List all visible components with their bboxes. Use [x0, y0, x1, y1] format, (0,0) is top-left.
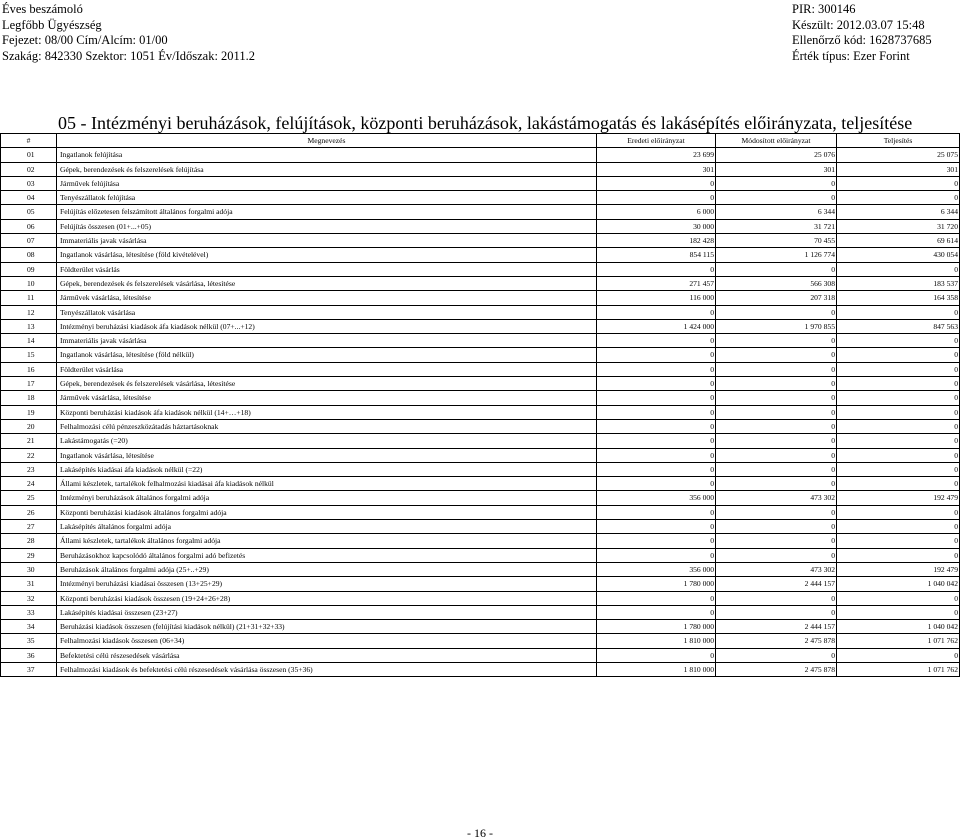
original-value: 0 — [597, 419, 716, 433]
original-value: 0 — [597, 405, 716, 419]
original-value: 0 — [597, 377, 716, 391]
original-value: 0 — [597, 362, 716, 376]
original-value: 854 115 — [597, 248, 716, 262]
modified-value: 0 — [716, 534, 837, 548]
original-value: 0 — [597, 348, 716, 362]
data-table — [0, 133, 960, 677]
row-number: 21 — [1, 434, 57, 448]
original-value: 1 780 000 — [597, 620, 716, 634]
row-label: Központi beruházási kiadások összesen (19+24+26+28) — [57, 591, 597, 605]
modified-value: 0 — [716, 591, 837, 605]
original-value: 0 — [597, 334, 716, 348]
row-label: Beruházások általános forgalmi adója (25+..+29) — [57, 562, 597, 576]
table-row — [1, 176, 960, 190]
table-row — [1, 662, 960, 676]
actual-value: 0 — [837, 448, 960, 462]
modified-value: 6 344 — [716, 205, 837, 219]
original-value: 0 — [597, 434, 716, 448]
row-number: 07 — [1, 234, 57, 248]
table-row — [1, 434, 960, 448]
row-label: Járművek felújítása — [57, 176, 597, 190]
original-value: 0 — [597, 548, 716, 562]
modified-value: 31 721 — [716, 219, 837, 233]
table-row — [1, 148, 960, 162]
row-label: Immateriális javak vásárlása — [57, 334, 597, 348]
modified-value: 0 — [716, 434, 837, 448]
original-value: 23 699 — [597, 148, 716, 162]
actual-value: 0 — [837, 348, 960, 362]
row-label: Intézményi beruházási kiadások áfa kiadások nélkül (07+...+12) — [57, 319, 597, 333]
table-row — [1, 291, 960, 305]
row-label: Felújítás előzetesen felszámított általános forgalmi adója — [57, 205, 597, 219]
original-value: 182 428 — [597, 234, 716, 248]
row-number: 03 — [1, 176, 57, 190]
organization-name: Legfőbb Ügyészség — [2, 17, 102, 32]
table-row — [1, 477, 960, 491]
sector-period: Szakág: 842330 Szektor: 1051 Év/Időszak: 2011.2 — [2, 48, 255, 63]
table-row — [1, 319, 960, 333]
actual-value: 0 — [837, 176, 960, 190]
row-label: Felhalmozási célú pénzeszközátadás háztartásoknak — [57, 419, 597, 433]
original-value: 30 000 — [597, 219, 716, 233]
actual-value: 0 — [837, 405, 960, 419]
row-number: 31 — [1, 577, 57, 591]
row-label: Lakásépítés általános forgalmi adója — [57, 520, 597, 534]
table-row — [1, 634, 960, 648]
col-header-modified: Módosított előirányzat — [716, 134, 837, 148]
row-label: Lakásépítés kiadásai összesen (23+27) — [57, 605, 597, 619]
row-label: Intézményi beruházások általános forgalmi adója — [57, 491, 597, 505]
table-row — [1, 591, 960, 605]
row-number: 11 — [1, 291, 57, 305]
modified-value: 0 — [716, 377, 837, 391]
original-value: 356 000 — [597, 562, 716, 576]
actual-value: 0 — [837, 419, 960, 433]
original-value: 0 — [597, 305, 716, 319]
row-number: 36 — [1, 648, 57, 662]
actual-value: 430 054 — [837, 248, 960, 262]
row-label: Felhalmozási kiadások és befektetési célú részesedések vásárlása összesen (35+36) — [57, 662, 597, 676]
modified-value: 566 308 — [716, 276, 837, 290]
modified-value: 0 — [716, 448, 837, 462]
modified-value: 0 — [716, 505, 837, 519]
modified-value: 0 — [716, 191, 837, 205]
original-value: 0 — [597, 591, 716, 605]
row-number: 25 — [1, 491, 57, 505]
modified-value: 0 — [716, 348, 837, 362]
report-type: Éves beszámoló — [2, 2, 83, 16]
row-number: 37 — [1, 662, 57, 676]
actual-value: 6 344 — [837, 205, 960, 219]
col-header-num: # — [1, 134, 57, 148]
row-number: 05 — [1, 205, 57, 219]
row-label: Gépek, berendezések és felszerelések vásárlása, létesítése — [57, 276, 597, 290]
row-label: Járművek vásárlása, létesítése — [57, 291, 597, 305]
table-row — [1, 462, 960, 476]
modified-value: 70 455 — [716, 234, 837, 248]
modified-value: 2 444 157 — [716, 620, 837, 634]
row-label: Gépek, berendezések és felszerelések vásárlása, létesítése — [57, 377, 597, 391]
row-label: Beruházásokhoz kapcsolódó általános forgalmi adó befizetés — [57, 548, 597, 562]
modified-value: 0 — [716, 305, 837, 319]
actual-value: 0 — [837, 462, 960, 476]
row-number: 16 — [1, 362, 57, 376]
row-number: 26 — [1, 505, 57, 519]
original-value: 0 — [597, 605, 716, 619]
table-row — [1, 305, 960, 319]
actual-value: 0 — [837, 334, 960, 348]
actual-value: 301 — [837, 162, 960, 176]
row-number: 14 — [1, 334, 57, 348]
original-value: 0 — [597, 505, 716, 519]
modified-value: 0 — [716, 176, 837, 190]
original-value: 1 810 000 — [597, 634, 716, 648]
row-label: Ingatlanok vásárlása, létesítése — [57, 448, 597, 462]
original-value: 301 — [597, 162, 716, 176]
table-row — [1, 162, 960, 176]
table-row — [1, 520, 960, 534]
actual-value: 0 — [837, 477, 960, 491]
row-number: 34 — [1, 620, 57, 634]
row-label: Ingatlanok felújítása — [57, 148, 597, 162]
table-row — [1, 605, 960, 619]
actual-value: 0 — [837, 305, 960, 319]
modified-value: 1 970 855 — [716, 319, 837, 333]
modified-value: 0 — [716, 477, 837, 491]
modified-value: 207 318 — [716, 291, 837, 305]
row-number: 17 — [1, 377, 57, 391]
row-number: 06 — [1, 219, 57, 233]
modified-value: 473 302 — [716, 562, 837, 576]
table-row — [1, 234, 960, 248]
row-number: 33 — [1, 605, 57, 619]
col-header-original: Eredeti előirányzat — [597, 134, 716, 148]
modified-value: 2 475 878 — [716, 634, 837, 648]
original-value: 116 000 — [597, 291, 716, 305]
report-title: 05 - Intézményi beruházások, felújítások, központi beruházások, lakástámogatás és lakásépítés előirányzata, teljesítése — [58, 113, 913, 133]
modified-value: 2 475 878 — [716, 662, 837, 676]
original-value: 0 — [597, 462, 716, 476]
created-date: Készült: 2012.03.07 15:48 — [792, 17, 925, 32]
header-right — [792, 2, 932, 64]
table-row — [1, 205, 960, 219]
page-number: - 16 - — [467, 826, 493, 840]
actual-value: 0 — [837, 262, 960, 276]
modified-value: 2 444 157 — [716, 577, 837, 591]
original-value: 0 — [597, 477, 716, 491]
modified-value: 0 — [716, 334, 837, 348]
row-label: Felújítás összesen (01+...+05) — [57, 219, 597, 233]
actual-value: 0 — [837, 505, 960, 519]
row-label: Állami készletek, tartalékok általános forgalmi adója — [57, 534, 597, 548]
row-label: Lakástámogatás (=20) — [57, 434, 597, 448]
header-left — [2, 2, 255, 64]
row-number: 27 — [1, 520, 57, 534]
table-row — [1, 620, 960, 634]
row-number: 13 — [1, 319, 57, 333]
original-value: 0 — [597, 176, 716, 190]
table-row — [1, 505, 960, 519]
row-number: 23 — [1, 462, 57, 476]
table-row — [1, 405, 960, 419]
actual-value: 847 563 — [837, 319, 960, 333]
modified-value: 1 126 774 — [716, 248, 837, 262]
row-label: Felhalmozási kiadások összesen (06+34) — [57, 634, 597, 648]
actual-value: 0 — [837, 648, 960, 662]
modified-value: 25 076 — [716, 148, 837, 162]
value-type: Érték típus: Ezer Forint — [792, 48, 910, 63]
row-number: 10 — [1, 276, 57, 290]
original-value: 0 — [597, 534, 716, 548]
original-value: 1 810 000 — [597, 662, 716, 676]
row-label: Intézményi beruházási kiadásai összesen (13+25+29) — [57, 577, 597, 591]
actual-value: 0 — [837, 605, 960, 619]
actual-value: 1 071 762 — [837, 634, 960, 648]
actual-value: 69 614 — [837, 234, 960, 248]
row-number: 02 — [1, 162, 57, 176]
table-row — [1, 348, 960, 362]
row-number: 12 — [1, 305, 57, 319]
row-number: 29 — [1, 548, 57, 562]
modified-value: 0 — [716, 419, 837, 433]
table-row — [1, 191, 960, 205]
row-label: Befektetési célú részesedések vásárlása — [57, 648, 597, 662]
row-label: Földterület vásárlás — [57, 262, 597, 276]
actual-value: 0 — [837, 434, 960, 448]
table-row — [1, 648, 960, 662]
actual-value: 192 479 — [837, 491, 960, 505]
table-header-row — [1, 134, 960, 148]
table-row — [1, 248, 960, 262]
actual-value: 0 — [837, 534, 960, 548]
row-label: Járművek vásárlása, létesítése — [57, 391, 597, 405]
modified-value: 0 — [716, 548, 837, 562]
modified-value: 301 — [716, 162, 837, 176]
table-body — [1, 148, 960, 677]
modified-value: 0 — [716, 605, 837, 619]
modified-value: 0 — [716, 405, 837, 419]
row-number: 28 — [1, 534, 57, 548]
row-label: Központi beruházási kiadások áfa kiadások nélkül (14+…+18) — [57, 405, 597, 419]
pir-number: PIR: 300146 — [792, 2, 856, 16]
row-number: 30 — [1, 562, 57, 576]
row-label: Gépek, berendezések és felszerelések felújítása — [57, 162, 597, 176]
row-number: 22 — [1, 448, 57, 462]
table-row — [1, 377, 960, 391]
actual-value: 164 358 — [837, 291, 960, 305]
table-row — [1, 419, 960, 433]
table-row — [1, 334, 960, 348]
original-value: 271 457 — [597, 276, 716, 290]
col-header-actual: Teljesítés — [837, 134, 960, 148]
actual-value: 1 071 762 — [837, 662, 960, 676]
row-label: Immateriális javak vásárlása — [57, 234, 597, 248]
row-number: 24 — [1, 477, 57, 491]
row-number: 01 — [1, 148, 57, 162]
row-number: 15 — [1, 348, 57, 362]
actual-value: 0 — [837, 362, 960, 376]
modified-value: 0 — [716, 391, 837, 405]
actual-value: 1 040 042 — [837, 577, 960, 591]
table-row — [1, 276, 960, 290]
actual-value: 183 537 — [837, 276, 960, 290]
check-code: Ellenőrző kód: 1628737685 — [792, 33, 932, 47]
modified-value: 473 302 — [716, 491, 837, 505]
row-number: 09 — [1, 262, 57, 276]
table-row — [1, 562, 960, 576]
original-value: 0 — [597, 262, 716, 276]
row-number: 20 — [1, 419, 57, 433]
actual-value: 25 075 — [837, 148, 960, 162]
actual-value: 0 — [837, 391, 960, 405]
modified-value: 0 — [716, 648, 837, 662]
row-number: 08 — [1, 248, 57, 262]
row-number: 35 — [1, 634, 57, 648]
row-number: 19 — [1, 405, 57, 419]
original-value: 0 — [597, 191, 716, 205]
original-value: 6 000 — [597, 205, 716, 219]
table-row — [1, 362, 960, 376]
modified-value: 0 — [716, 462, 837, 476]
modified-value: 0 — [716, 362, 837, 376]
original-value: 1 424 000 — [597, 319, 716, 333]
table-row — [1, 534, 960, 548]
table-row — [1, 262, 960, 276]
modified-value: 0 — [716, 520, 837, 534]
col-header-name: Megnevezés — [57, 134, 597, 148]
actual-value: 0 — [837, 191, 960, 205]
actual-value: 0 — [837, 591, 960, 605]
actual-value: 192 479 — [837, 562, 960, 576]
actual-value: 0 — [837, 377, 960, 391]
row-label: Ingatlanok vásárlása, létesítése (föld nélkül) — [57, 348, 597, 362]
table-row — [1, 577, 960, 591]
row-number: 32 — [1, 591, 57, 605]
table-row — [1, 491, 960, 505]
row-label: Földterület vásárlása — [57, 362, 597, 376]
table-row — [1, 391, 960, 405]
actual-value: 1 040 042 — [837, 620, 960, 634]
table-row — [1, 448, 960, 462]
row-label: Tenyészállatok felújítása — [57, 191, 597, 205]
actual-value: 31 720 — [837, 219, 960, 233]
original-value: 0 — [597, 391, 716, 405]
actual-value: 0 — [837, 520, 960, 534]
row-label: Központi beruházási kiadások általános forgalmi adója — [57, 505, 597, 519]
row-number: 04 — [1, 191, 57, 205]
row-label: Tenyészállatok vásárlása — [57, 305, 597, 319]
original-value: 0 — [597, 448, 716, 462]
modified-value: 0 — [716, 262, 837, 276]
row-label: Ingatlanok vásárlása, létesítése (föld kivételével) — [57, 248, 597, 262]
original-value: 1 780 000 — [597, 577, 716, 591]
table-row — [1, 219, 960, 233]
actual-value: 0 — [837, 548, 960, 562]
original-value: 0 — [597, 648, 716, 662]
original-value: 356 000 — [597, 491, 716, 505]
row-label: Lakásépítés kiadásai áfa kiadások nélkül (=22) — [57, 462, 597, 476]
table-row — [1, 548, 960, 562]
row-label: Beruházási kiadások összesen (felújítási kiadások nélkül) (21+31+32+33) — [57, 620, 597, 634]
chapter-title: Fejezet: 08/00 Cím/Alcím: 01/00 — [2, 33, 168, 47]
row-label: Állami készletek, tartalékok felhalmozási kiadásai áfa kiadások nélkül — [57, 477, 597, 491]
row-number: 18 — [1, 391, 57, 405]
original-value: 0 — [597, 520, 716, 534]
